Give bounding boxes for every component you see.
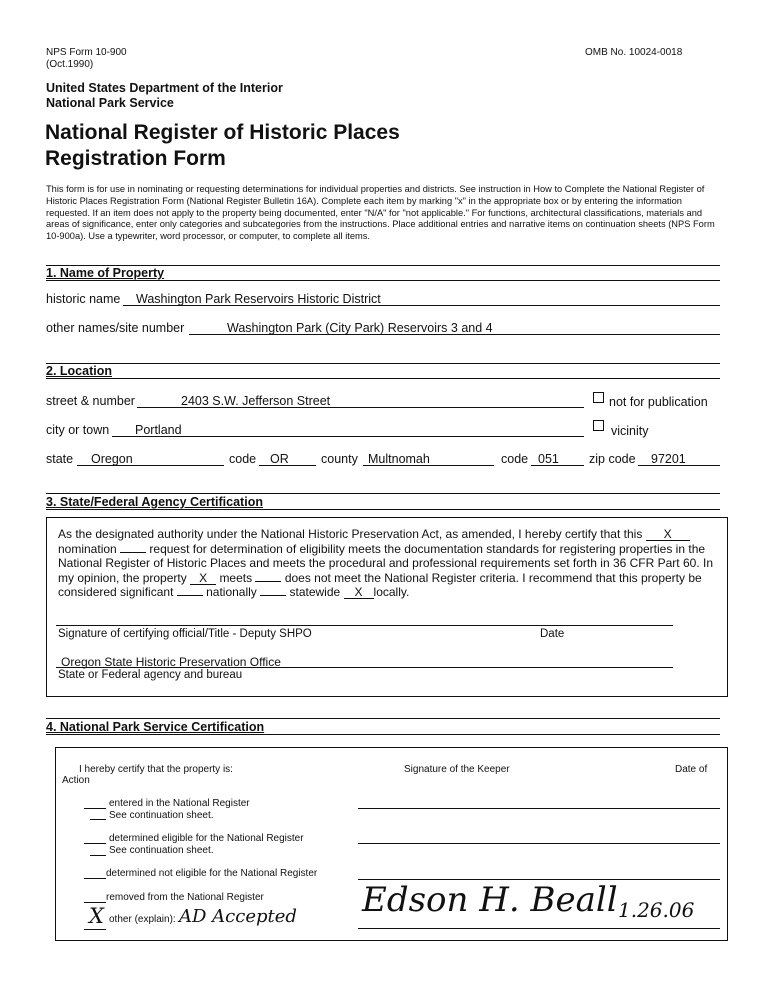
state-code-label: code: [229, 452, 257, 466]
action-label: Action: [62, 775, 90, 786]
not-eligible-option: determined not eligible for the National Register: [106, 868, 318, 879]
cert-text-2: nomination: [58, 541, 117, 556]
county-label: county: [321, 452, 358, 466]
eligible-option: determined eligible for the National Register: [109, 833, 304, 844]
meets-mark[interactable]: X: [190, 572, 216, 585]
zip-label: zip code: [589, 452, 636, 466]
county-code-label: code: [501, 452, 529, 466]
eligible-blank[interactable]: [84, 843, 106, 844]
city-label: city or town: [46, 423, 110, 437]
form-date: (Oct.1990): [46, 59, 94, 70]
vicinity-checkbox[interactable]: [593, 420, 604, 431]
street-field[interactable]: 2403 S.W. Jefferson Street: [181, 394, 331, 408]
section-rule: [46, 363, 720, 364]
certification-statement: [58, 527, 718, 600]
cert-text-7: statewide: [289, 585, 341, 600]
not-for-publication-label: not for publication: [609, 395, 708, 409]
other-check-mark[interactable]: X: [89, 904, 104, 928]
eligible-continuation: See continuation sheet.: [109, 845, 214, 856]
street-label: street & number: [46, 394, 135, 408]
certify-label: I hereby certify that the property is:: [79, 764, 233, 775]
signature-label: Signature of certifying official/Title - Deputy SHPO: [58, 628, 312, 640]
agency-label: State or Federal agency and bureau: [58, 669, 243, 681]
department-name: United States Department of the Interior: [46, 81, 283, 95]
action-date: 1.26.06: [618, 898, 695, 922]
eligible-cont-blank[interactable]: [90, 855, 106, 856]
vicinity-label: vicinity: [611, 424, 649, 438]
section-rule: [46, 493, 720, 494]
omb-number: OMB No. 10024-0018: [585, 47, 683, 58]
removed-blank[interactable]: [84, 902, 106, 903]
nationally-mark[interactable]: [177, 595, 203, 596]
historic-name-field[interactable]: Washington Park Reservoirs Historic District: [136, 292, 381, 306]
city-field[interactable]: Portland: [135, 423, 182, 437]
section2-heading: 2. Location: [46, 364, 112, 378]
section-rule: [46, 378, 720, 379]
state-field[interactable]: Oregon: [91, 452, 133, 466]
form-instructions: This form is for use in nominating or requesting determinations for individual properties and districts. See instruction in How to Complete the National Register of Historic Places Registration Form (National Register Bulletin 16A). Complete each item by marking "x" in the appropriate box or by entering the information requested. If an item does not apply to the property being documented, enter "N/A" for "not applicable." For functions, architectural classifications, materials and areas of significance, enter only categories and subcategories from the instructions. Place additional entries and narrative items on continuation sheets (NPS Form 10-900a). Use a typewriter, word processor, or computer, to complete all items.: [46, 184, 715, 242]
cert-text-1: As the designated authority under the National Historic Preservation Act, as amended, I hereby certify that this: [58, 527, 643, 541]
determination-mark[interactable]: [120, 552, 146, 553]
entered-cont-blank[interactable]: [90, 819, 106, 820]
form-number: NPS Form 10-900: [46, 47, 127, 58]
removed-option: removed from the National Register: [106, 892, 264, 903]
cert-text-8: locally.: [373, 585, 410, 600]
eligible-signature-line: [358, 843, 720, 844]
agency-field[interactable]: Oregon State Historic Preservation Office: [61, 655, 281, 669]
keeper-label: Signature of the Keeper: [404, 764, 510, 775]
agency-line: [56, 667, 673, 668]
signature-line: [56, 625, 673, 626]
not-eligible-blank[interactable]: [84, 878, 106, 879]
section-rule: [46, 280, 720, 281]
zip-field[interactable]: 97201: [651, 452, 686, 466]
nomination-mark[interactable]: X: [646, 528, 690, 541]
service-name: National Park Service: [46, 96, 174, 110]
form-title-line1: National Register of Historic Places: [45, 121, 400, 144]
entered-option: entered in the National Register: [109, 798, 250, 809]
other-option: other (explain):: [109, 914, 176, 925]
other-names-label: other names/site number: [46, 321, 185, 335]
section1-heading: 1. Name of Property: [46, 266, 165, 280]
date-of-label: Date of: [675, 764, 708, 775]
section-rule: [46, 509, 720, 510]
not-for-publication-checkbox[interactable]: [593, 392, 604, 403]
section-rule: [46, 734, 720, 735]
date-label: Date: [540, 628, 565, 640]
county-field[interactable]: Multnomah: [368, 452, 430, 466]
section3-heading: 3. State/Federal Agency Certification: [46, 495, 263, 509]
other-names-field[interactable]: Washington Park (City Park) Reservoirs 3 and 4: [227, 321, 493, 335]
cert-text-5: does not meet the National Register criteria. I recommend that this property be considered significant: [58, 570, 702, 600]
entered-signature-line: [358, 808, 720, 809]
state-label: state: [46, 452, 74, 466]
statewide-mark[interactable]: [260, 595, 286, 596]
state-code-field[interactable]: OR: [270, 452, 289, 466]
section4-heading: 4. National Park Service Certification: [46, 720, 265, 734]
city-line: [112, 436, 584, 437]
keeper-signature: Edson H. Beall: [362, 880, 618, 920]
entered-blank[interactable]: [84, 808, 106, 809]
other-signature-line: [358, 928, 720, 929]
cert-text-6: nationally: [206, 585, 257, 600]
other-blank[interactable]: [84, 929, 106, 930]
cert-text-4: meets: [219, 570, 253, 585]
county-code-field[interactable]: 051: [538, 452, 559, 466]
entered-continuation: See continuation sheet.: [109, 810, 214, 821]
other-explanation[interactable]: AD Accepted: [179, 906, 297, 927]
locally-mark[interactable]: X: [344, 586, 374, 599]
historic-name-label: historic name: [46, 292, 121, 306]
cert-text-3: request for determination of eligibility meets the documentation standards for registering properties in the National Register of Historic Places and meets the procedural and professional requirements set forth in 36 CFR Part 60. In my opinion, the property: [58, 541, 713, 585]
form-title-line2: Registration Form: [45, 147, 226, 170]
does-not-meet-mark[interactable]: [255, 581, 281, 582]
section-rule: [46, 718, 720, 719]
